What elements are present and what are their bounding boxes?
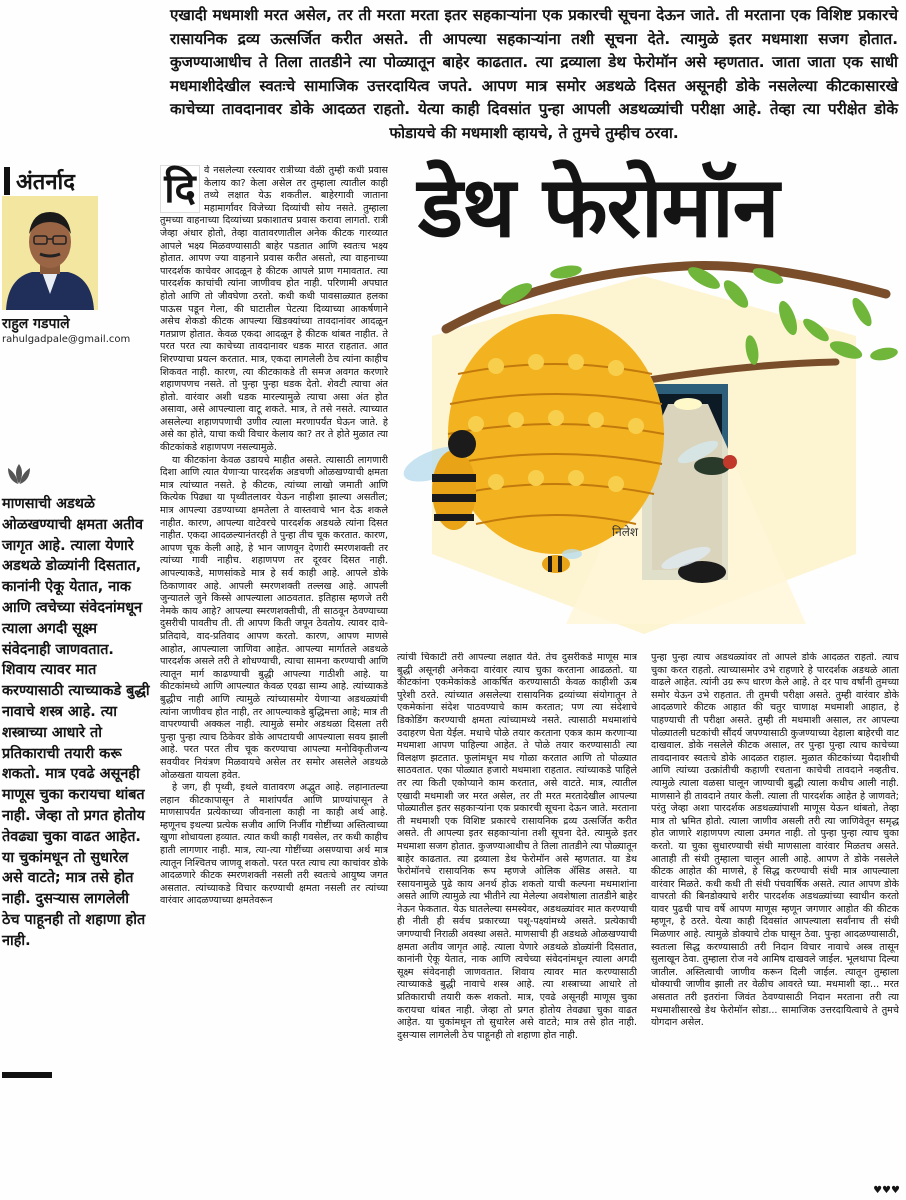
- column-label-bar: [4, 167, 10, 195]
- lotus-icon: [2, 462, 36, 486]
- author-email: rahulgadpale@gmail.com: [2, 334, 131, 345]
- paragraph: या कीटकांना केवळ उडायचे माहीत असते. त्यासाठी लागणारी दिशा आणि त्यात येणाऱ्या पारदर्शक अडचणी ओळखण्याची क्षमता मात्र त्यांच्यात नसते. हे कीटक, त्यांच्या लाखो जमाती आणि कित्येक पिढ्या या पृथ्वीतलावर येऊन नाहीशा झाल्या असतील; मात्र आपल्या उडण्याच्या क्षमतेला ते वास्तवाचे भान देऊ शकले नाहीत. कारण, आपल्या वाटेवरचे पारदर्शक अडथळे त्यांना दिसत नाहीत. एकदा आदळल्यानंतरही ते पुन्हा तीच चूक करतात. कारण, आपण चूक केली आहे, हे भान जाणवून देणारी स्मरणशक्ती तर त्यांच्या गावी नाहीच. शहाणपण तर दूरवर दिसत नाही. आपल्याकडे, माणसांकडे मात्र हे सर्व काही आहे. आपले डोके ठिकाणावर आहे. आपली स्मरणशक्ती तल्लख आहे. आपली जुन्यातले जुने किस्से आपल्याला आठवतात. इतिहास म्हणजे तरी नेमके काय आहे? आपल्या स्मरणशक्तीची, ती साठवून ठेवण्याच्या दुसरीची पावतीच ती. ती आपण किती जपून ठेवतोय. त्यावर दावे-प्रतिदावे, वाद-प्रतिवाद आपण करतो. कारण, आपण माणसे आहोत, आपल्याला जाणिवा आहेत. आपल्या मार्गातले अडथळे पारदर्शक असले तरी ते शोधण्याची, त्याचा सामना करण्याची आणि त्यातून मार्ग काढण्याची बुद्धी आपल्या गाठीशी आहे. या कीटकांमध्ये आणि आपल्यात केवळ एवढा साम्य आहे. त्यांच्याकडे बुद्धीच नाही आणि त्यामुळे त्यांच्यासमोर येणाऱ्या अडथळ्यांची त्यांना जाणीवच होत नाही, तर आपल्याकडे बुद्धिमत्ता आहे; मात्र ती वापरण्याची अक्कल नाही. त्यामुळे समोर अडथळा दिसला तरी पुन्हा पुन्हा त्याच ठिकेवर डोके आपटायची आपल्याला सवय झाली आहे. परत परत तीच चूक करण्याचा आपल्या मनोविकृतीजन्य सवयीवर नियंत्रण मिळवायचे असेल तर समोर असलेले अडथळे ओळखता यायला हवेत.: [160, 454, 388, 781]
- headline: डेथ फेरोमॉन: [418, 158, 779, 256]
- column-label: [4, 166, 75, 196]
- illustration-signature: निलेश: [612, 525, 639, 539]
- pull-quote-rule: [2, 1072, 52, 1078]
- column-label-text: अंतर्नाद: [16, 170, 75, 195]
- paragraph: वे नसलेल्या रस्त्यावर रात्रीच्या वेळी तुम्ही कधी प्रवास केलाय का? केला असेल तर तुम्हाला त्यातील काही तथ्ये लक्षात येऊ शकतील. बाहेरगावी जाताना महामार्गांवर विजेच्या दिव्यांची सोय नसते. तुम्हाला तुमच्या वाहनाच्या दिव्यांच्या प्रकाशातच प्रवास करावा लागतो. रात्री जेव्हा अंधार होतो, तेव्हा वातावरणातील अनेक कीटक गारव्यात आपले भक्ष्य मिळवण्यासाठी बाहेर पडतात आणि स्वतःच भक्ष्य होतात. आपण ज्या वाहनाने प्रवास करीत असतो, त्या वाहनाच्या पारदर्शक काचेवर आदळून हे कीटक आपले प्राण गमावतात. त्या पारदर्शक काचांची त्यांना जाणीवच होत नाही. परिणामी अपघात होतो आणि तो जीवघेणा ठरतो. कधी कधी पावसाळ्यात हलका पाऊस पडून गेला, की घाटातील पेटत्या दिव्याच्या आकर्षणाने असेच शेकडो कीटक आपल्या खिडक्यांच्या तावदानांवर आदळून गतप्राण होतात. केवळ एकदा आदळून हे कीटक थांबत नाहीत. ते परत परत त्या काचेच्या तावदानावर धडक मारत राहतात. आत शिरण्याचा प्रयत्न करतात. मात्र, एकदा लागलेली ठेच त्यांना काहीच शिकवत नाही. कारण, त्या कीटकाकडे ती समज अवगत करणारे शहाणपणच नसते. तो पुन्हा पुन्हा धडक देतो. शेवटी त्याचा अंत होतो. वारंवार अशी धडक मारल्यामुळे त्याचा असा अंत होत असावा, असे आपल्याला वाटू शकते. मात्र, ते तसे नसते. त्याच्यात असलेल्या शहाणपणाची उणीव त्याला मरणापर्यंत घेऊन जाते. हे असे का होते, याचा कधी विचार केलाय का? तर ते होते मुळात त्या कीटकांकडे शहाणपण नसल्यामुळे.: [160, 165, 388, 454]
- paragraph: हे जग, ही पृथ्वी, इथले वातावरण अद्भुत आहे. लहानातल्या लहान कीटकापासून ते माशांपर्यंत आणि प्राण्यांपासून ते माणसापर्यंत प्रत्येकाच्या जीवनाला काही ना काही अर्थ आहे. म्हणूनच इथल्या प्रत्येक सजीव आणि निर्जीव गोष्टींच्या अस्तित्वाच्या खुणा शोधायला हव्यात. त्यात कधी काही गवसेल, तर कधी काहीच हाती लागणार नाही. मात्र, त्या-त्या गोष्टींच्या असण्याचा अर्थ मात्र त्यातून निश्चितच जाणवू शकतो. परत परत त्याच त्या काचांवर डोके आदळणारे कीटक स्मरणशक्ती नसली तरी स्वतःचे आयुष्य जगत असतात. त्यांच्याकडे विचार करण्याची क्षमता नसली तर त्यांच्या वारंवार आदळण्याच्या क्षमतेवरून: [160, 782, 388, 907]
- pull-quote: माणसाची अडथळे ओळखण्याची क्षमता अतीव जागृत आहे. त्याला येणारे अडथळे डोळ्यांनी दिसतात, कानांनी ऐकू येतात, नाक आणि त्वचेच्या संवेदनांमधून त्याला अगदी सूक्ष्म संवेदनाही जाणवतात. शिवाय त्यावर मात करण्यासाठी त्याच्याकडे बुद्धी नावाचे शस्त्र आहे. त्या शस्त्राच्या आधारे तो प्रतिकाराची तयारी करू शकतो. मात्र एवढे असूनही माणूस चुका करायचा थांबत नाही. जेव्हा तो प्रगत होतोय तेवढ्या चुका वाढत आहेत. या चुकांमधून तो सुधारेल असे वाटते; मात्र तसे होत नाही. दुसऱ्यास लागलेली ठेच पाहूनही तो शहाणा होत नाही.: [2, 496, 150, 949]
- author-photo: [2, 196, 98, 310]
- article-column-2: [397, 652, 637, 1198]
- paragraph: त्यांची चिकाटी तरी आपल्या लक्षात येते. तेच दुसरीकडे माणूस मात्र बुद्धी असूनही अनेकदा वारंवार त्याच चुका करताना आढळतो. या कीटकांना एकमेकांकडे आकर्षित करण्यासाठी केवळ काहीशी ऊब पुरेशी ठरते. त्यांच्यात असलेल्या रासायनिक द्रव्यांच्या संयोगातून ते एकमेकांना संदेश पाठवण्याचे काम करतात; पण त्या संदेशाचे डिकोडिंग करण्याची क्षमता त्यांच्यामध्ये नसते. त्यासाठी मधमाशांचे उदाहरण घेता येईल. मधाचे पोळे तयार करताना एकत्र काम करणाऱ्या मधमाशा आपण पाहिल्या आहेत. ते पोळे तयार करण्यासाठी त्या विलक्षण झटतात. फुलांमधून मध गोळा करतात आणि तो पोळ्यात साठवतात. एका पोळ्यात हजारो मधमाशा राहतात. त्यांच्याकडे पाहिले तर त्या किती एकोप्याने काम करतात, असे वाटते. मात्र, त्यातील एखादी मधमाशी जर मरत असेल, तर ती मरत मरतादेखील आपल्या पोळ्यातील इतर सहकाऱ्यांना एक प्रकारची सूचना देऊन जाते. मरताना ती मधमाशी एक विशिष्ट प्रकारचे रासायनिक द्रव्य उत्सर्जित करीत असते. ती आपल्या इतर सहकाऱ्यांना तशी सूचना देते. त्यामुळे इतर मधमाशा सजग होतात. कुजण्याआधीच ते तिला तातडीने त्या पोळ्यातून बाहेर काढतात. त्या द्रव्याला डेथ फेरोमॉन असे म्हणतात. या डेथ फेरोमॉनचे रासायनिक रूप म्हणजे ओलिक ॲसिड असते. या रसायनामुळे पुढे काय अनर्थ होऊ शकतो याची कल्पना मधमाशांना असते आणि त्यामुळे त्या भीतीने त्या मेलेल्या अवशेषाला तातडीने बाहेर नेऊन फेकतात. येऊ घातलेल्या समस्येवर, अडथळ्यांवर मात करण्याची ही नीती ही सर्वच प्रकारच्या पशू-पक्ष्यांमध्ये असते. प्रत्येकाची जगण्याची निराळी अवस्था असते. माणसाची ही अडथळे ओळखण्याची क्षमता अतीव जागृत आहे. त्याला येणारे अडथळे डोळ्यांनी दिसतात, कानांनी ऐकू येतात, नाक आणि त्वचेच्या संवेदनांमधून त्याला अगदी सूक्ष्म संवेदनाही जाणवतात. शिवाय त्यावर मात करण्यासाठी त्याच्याकडे बुद्धी नावाचे शस्त्र आहे. त्या शस्त्राच्या आधारे तो प्रतिकाराची तयारी करू शकतो. मात्र, एवढे असूनही माणूस चुका करायचा थांबत नाही. जेव्हा तो प्रगत होतोय तेवढ्या चुका वाढत आहेत. या चुकांमधून तो सुधारेल असे वाटते; मात्र तसे होत नाही. दुसऱ्यास लागलेली ठेच पाहूनही तो शहाणा होत नाही.: [397, 652, 637, 1041]
- drop-cap: दि: [160, 165, 200, 213]
- illustration-beehive-door: [386, 254, 902, 654]
- end-mark: ♥♥♥: [873, 1185, 900, 1196]
- paragraph: पुन्हा पुन्हा त्याच अडथळ्यांवर तो आपले डोके आदळत राहतो. त्याच चुका करत राहतो. त्याच्यासमोर उभे राहणारे हे पारदर्शक अडथळे आता वाढले आहेत. त्यांनी उग्र रूप धारण केले आहे. ते दर पाच वर्षांनी तुमच्या समोर येऊन उभे राहतात. ती तुमची परीक्षा असते. तुम्ही वारंवार डोके आदळणारे कीटक आहात की चतुर चाणाक्ष मधमाशी आहात, हे पाहण्याची ती परीक्षा असते. तुम्ही ती मधमाशी असाल, तर आपल्या पोळ्यातली घटकांची सौंदर्य जपण्यासाठी कुजण्याच्या देहाला बाहेरची वाट दाखवाल. डोके नसलेले कीटक असाल, तर पुन्हा पुन्हा त्याच काचेच्या तावदानावर स्वतःचे डोके आदळत राहाल. मुळात कीटकांच्या पैदाशीची आणि त्यांच्या उत्क्रांतीची कहाणी रचताना काचेची तावदाने नव्हतीच. त्यामुळे त्याला वळसा घालून जाण्याची बुद्धी त्याला कधीच आली नाही. माणसाने ही तावदाने तयार केली. त्याला ती पारदर्शक आहेत हे जाणवते; परंतु जेव्हा अशा पारदर्शक अडथळ्यांपाशी माणूस येऊन थांबतो, तेव्हा मात्र तो भ्रमित होतो. त्याला जाणीव असली तरी त्या जाणिवेतून समृद्ध होत जाणारे शहाणपण त्याला उमगत नाही. तो पुन्हा पुन्हा त्याच चुका करतो. या चुका सुधारण्याची संधी माणसाला वारंवार मिळतच असते. आताही ती संधी तुम्हाला चालून आली आहे. आपण ते डोके नसलेले कीटक आहोत की माणसे, हे सिद्ध करण्याची संधी मात्र आपल्याला वारंवार मिळते. कधी कधी ती संधी पंचवार्षिक असते. त्यात आपण डोके वापरतो की बिनडोक्याचे शरीर पारदर्शक अडथळ्यांच्या स्वाधीन करतो यावर पुढची पाच वर्षे आपण माणूस म्हणून जगणार आहोत की कीटक म्हणून, हे ठरते. येत्या काही दिवसांत आपल्याला सर्वांनाच ती संधी मिळणार आहे. त्यामुळे डोक्याचे टोक घासून ठेवा. पुन्हा आदळण्यासाठी, स्वतःला सिद्ध करण्यासाठी तरी निदान विचार नावाचे अस्त्र तासून सुलाखून ठेवा. तुम्हाला रोज नवे आमिष दाखवले जाईल. भूलथापा दिल्या जातील. अस्तित्वाची जाणीव करून दिली जाईल. त्यातून तुम्हाला धोक्याची जाणीव झाली तर वेळीच आवरते घ्या. मधमाशी व्हा... मरत असतात तरी इतरांना जिवंत ठेवण्यासाठी निदान मरताना तरी त्या मधमाशीसारखे डेथ फेरोमॉन सोडा... सामाजिक उत्तरदायित्वाचे ते तुमचे योगदान असेल.: [651, 652, 899, 1029]
- author-name: राहुल गडपाले: [2, 316, 70, 332]
- lead-paragraph: एखादी मधमाशी मरत असेल, तर ती मरता मरता इतर सहकाऱ्यांना एक प्रकारची सूचना देऊन जाते. ती मरताना एक विशिष्ट प्रकारचे रासायनिक द्रव्य ऊत्सर्जित करीत असते. ती आपल्या सहकाऱ्यांना तशी सूचना देते. त्यामुळे इतर मधमाशा सजग होतात. कुजण्याआधीच ते तिला तातडीने त्या पोळ्यातून बाहेर काढतात. त्या द्रव्याला डेथ फेरोमॉन असे म्हणतात. जाता जाता एक साधी मधमाशीदेखील स्वतःचे सामाजिक उत्तरदायित्व जपते. आपण मात्र समोर अडथळे दिसत असूनही डोके नसलेल्या कीटकासारखे काचेच्या तावदानावर डोके आदळत राहतो. येत्या काही दिवसांत पुन्हा आपली अडथळ्यांची परीक्षा आहे. तेव्हा त्या परीक्षेत डोके फोडायचे की मधमाशी व्हायचे, ते तुमचे तुम्हीच ठरवा.: [170, 6, 898, 142]
- article-column-1: [160, 165, 388, 1198]
- beehive: [448, 314, 664, 554]
- article-column-3: [651, 652, 899, 1198]
